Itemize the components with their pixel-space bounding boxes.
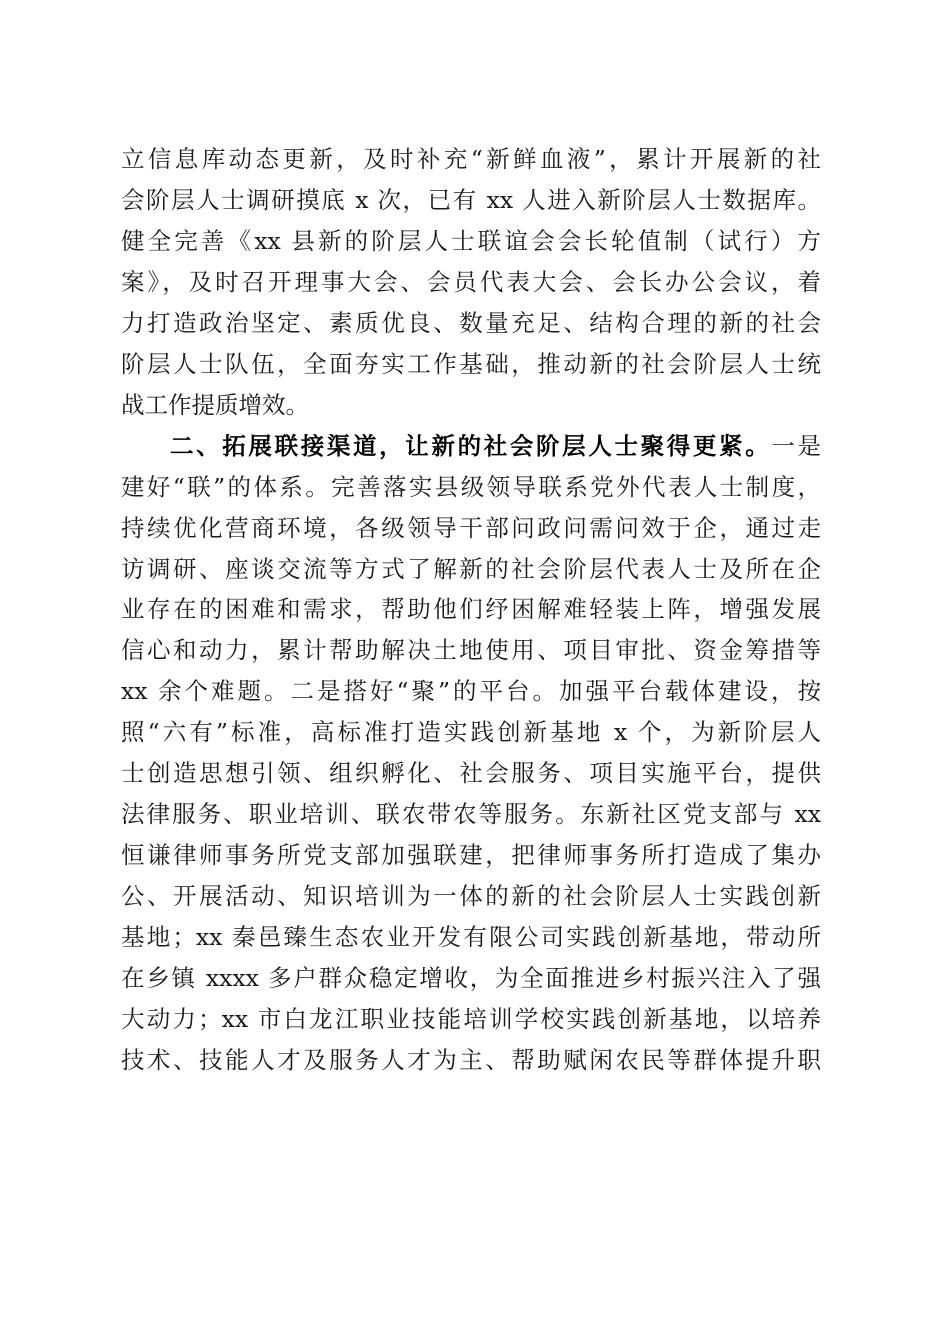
- section-heading-tail: 一是: [771, 431, 821, 460]
- document-page: [121, 139, 821, 1081]
- text-line: 立信息库动态更新，及时补充“新鲜血液”，累计开展新的社: [121, 145, 821, 173]
- text-line: 访调研、座谈交流等方式了解新的社会阶层代表人士及所在企: [121, 554, 821, 583]
- text-line: 健全完善《xx 县新的阶层人士联谊会会长轮值制（试行）方: [121, 226, 821, 255]
- text-line: xx 余个难题。二是搭好“聚”的平台。加强平台载体建设，按: [121, 677, 821, 706]
- text-line: 阶层人士队伍，全面夯实工作基础，推动新的社会阶层人士统: [121, 349, 821, 378]
- text-line: 会阶层人士调研摸底 x 次，已有 xx 人进入新阶层人士数据库。: [121, 185, 821, 214]
- text-line: 恒谦律师事务所党支部加强联建，把律师事务所打造成了集办: [121, 841, 821, 870]
- section-heading: 二、拓展联接渠道，让新的社会阶层人士聚得更紧。: [170, 431, 772, 460]
- section-heading-line: [121, 426, 821, 467]
- text-line: 在乡镇 xxxx 多户群众稳定增收，为全面推进乡村振兴注入了强: [121, 964, 821, 993]
- text-line: 持续优化营商环境，各级领导干部问政问需问效于企，通过走: [121, 513, 821, 542]
- text-line: 信心和动力，累计帮助解决土地使用、项目审批、资金筹措等: [121, 636, 821, 665]
- text-line: 建好“联”的体系。完善落实县级领导联系党外代表人士制度，: [121, 472, 821, 501]
- text-line: 力打造政治坚定、素质优良、数量充足、结构合理的新的社会: [121, 308, 821, 337]
- text-line: 基地；xx 秦邑臻生态农业开发有限公司实践创新基地，带动所: [121, 923, 821, 952]
- text-line: 业存在的困难和需求，帮助他们纾困解难轻装上阵，增强发展: [121, 595, 821, 624]
- text-line: 公、开展活动、知识培训为一体的新的社会阶层人士实践创新: [121, 882, 821, 911]
- text-line: 大动力；xx 市白龙江职业技能培训学校实践创新基地，以培养: [121, 1005, 821, 1034]
- text-line: 法律服务、职业培训、联农带农等服务。东新社区党支部与 xx: [121, 800, 821, 829]
- text-line: 案》，及时召开理事大会、会员代表大会、会长办公会议，着: [121, 267, 821, 296]
- text-line: 技术、技能人才及服务人才为主、帮助赋闲农民等群体提升职: [121, 1045, 821, 1074]
- text-line: 照“六有”标准，高标准打造实践创新基地 x 个，为新阶层人: [121, 718, 821, 747]
- text-line: 战工作提质增效。: [121, 390, 309, 419]
- text-line: 士创造思想引领、组织孵化、社会服务、项目实施平台，提供: [121, 759, 821, 788]
